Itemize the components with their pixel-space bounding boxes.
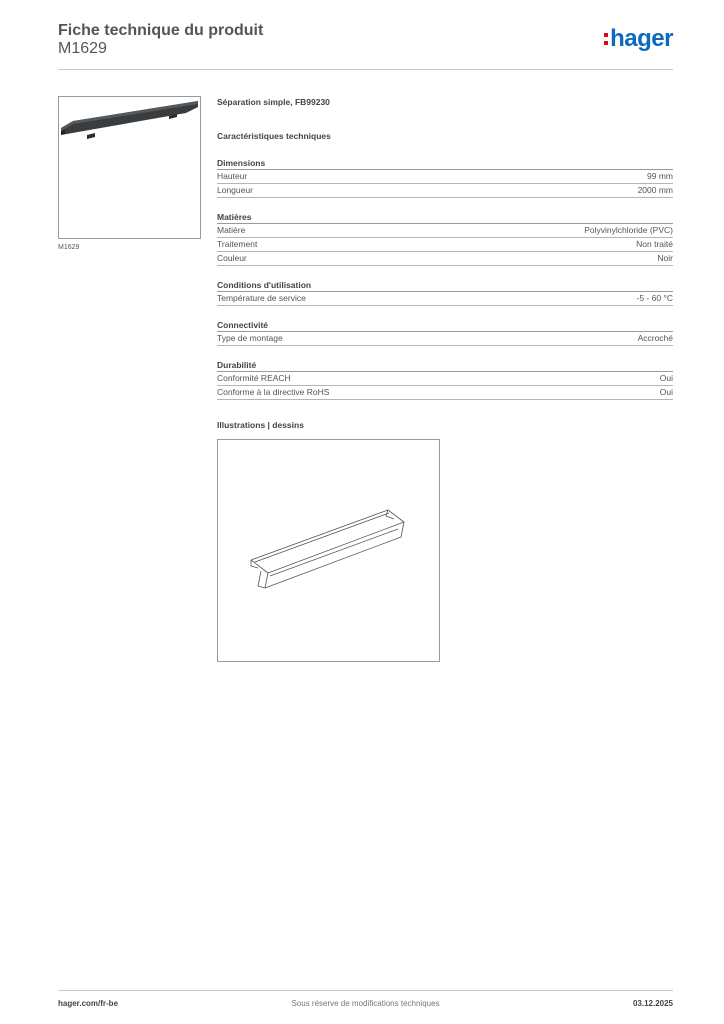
document-title: Fiche technique du produit: [58, 22, 264, 39]
spec-value: Oui: [659, 387, 673, 397]
group-title: Durabilité: [217, 359, 673, 372]
spec-label: Conforme à la directive RoHS: [217, 387, 330, 397]
spec-label: Matière: [217, 225, 246, 235]
spec-group-materials: [217, 211, 673, 266]
spec-group-dimensions: [217, 157, 673, 198]
spec-label: Couleur: [217, 253, 247, 263]
logo-text: hager: [610, 25, 673, 52]
spec-content: [217, 96, 673, 400]
tech-specs-heading: Caractéristiques techniques: [217, 131, 331, 141]
technical-drawing: [217, 439, 440, 662]
spec-value: Oui: [659, 373, 673, 383]
logo-dots-icon: [604, 31, 608, 47]
group-title: Matières: [217, 211, 673, 224]
spec-value: -5 - 60 °C: [636, 293, 673, 303]
photo-caption: M1629: [58, 244, 80, 251]
footer-website: hager.com/fr-be: [58, 999, 119, 1008]
spec-row: [217, 372, 673, 386]
spec-row: [217, 252, 673, 266]
spec-group-connectivity: [217, 319, 673, 346]
group-title: Conditions d'utilisation: [217, 279, 673, 292]
group-title: Dimensions: [217, 157, 673, 170]
spec-row: [217, 332, 673, 346]
hager-logo: [604, 24, 673, 54]
spec-value: Non traité: [636, 239, 673, 249]
product-photo: [58, 96, 201, 239]
illustrations-heading: Illustrations | dessins: [217, 420, 304, 430]
footer-disclaimer: Sous réserve de modifications techniques: [291, 999, 440, 1008]
footer-date: 03.12.2025: [632, 999, 673, 1008]
spec-value: Noir: [657, 253, 673, 263]
spec-row: [217, 386, 673, 400]
product-name: Séparation simple, FB99230: [217, 97, 330, 107]
group-title: Connectivité: [217, 319, 673, 332]
spec-label: Longueur: [217, 185, 253, 195]
page-header: [58, 20, 673, 70]
page-footer: [58, 990, 673, 1020]
spec-row: [217, 170, 673, 184]
spec-label: Température de service: [217, 293, 306, 303]
spec-group-sustainability: [217, 359, 673, 400]
spec-label: Traitement: [217, 239, 258, 249]
spec-row: [217, 238, 673, 252]
spec-row: [217, 224, 673, 238]
spec-label: Conformité REACH: [217, 373, 291, 383]
spec-value: 2000 mm: [637, 185, 673, 195]
spec-label: Type de montage: [217, 333, 283, 343]
product-reference: M1629: [58, 40, 107, 57]
spec-value: Accroché: [637, 333, 673, 343]
spec-value: 99 mm: [647, 171, 673, 181]
spec-group-operating-conditions: [217, 279, 673, 306]
spec-label: Hauteur: [217, 171, 248, 181]
spec-row: [217, 184, 673, 198]
spec-value: Polyvinylchloride (PVC): [584, 225, 673, 235]
spec-row: [217, 292, 673, 306]
